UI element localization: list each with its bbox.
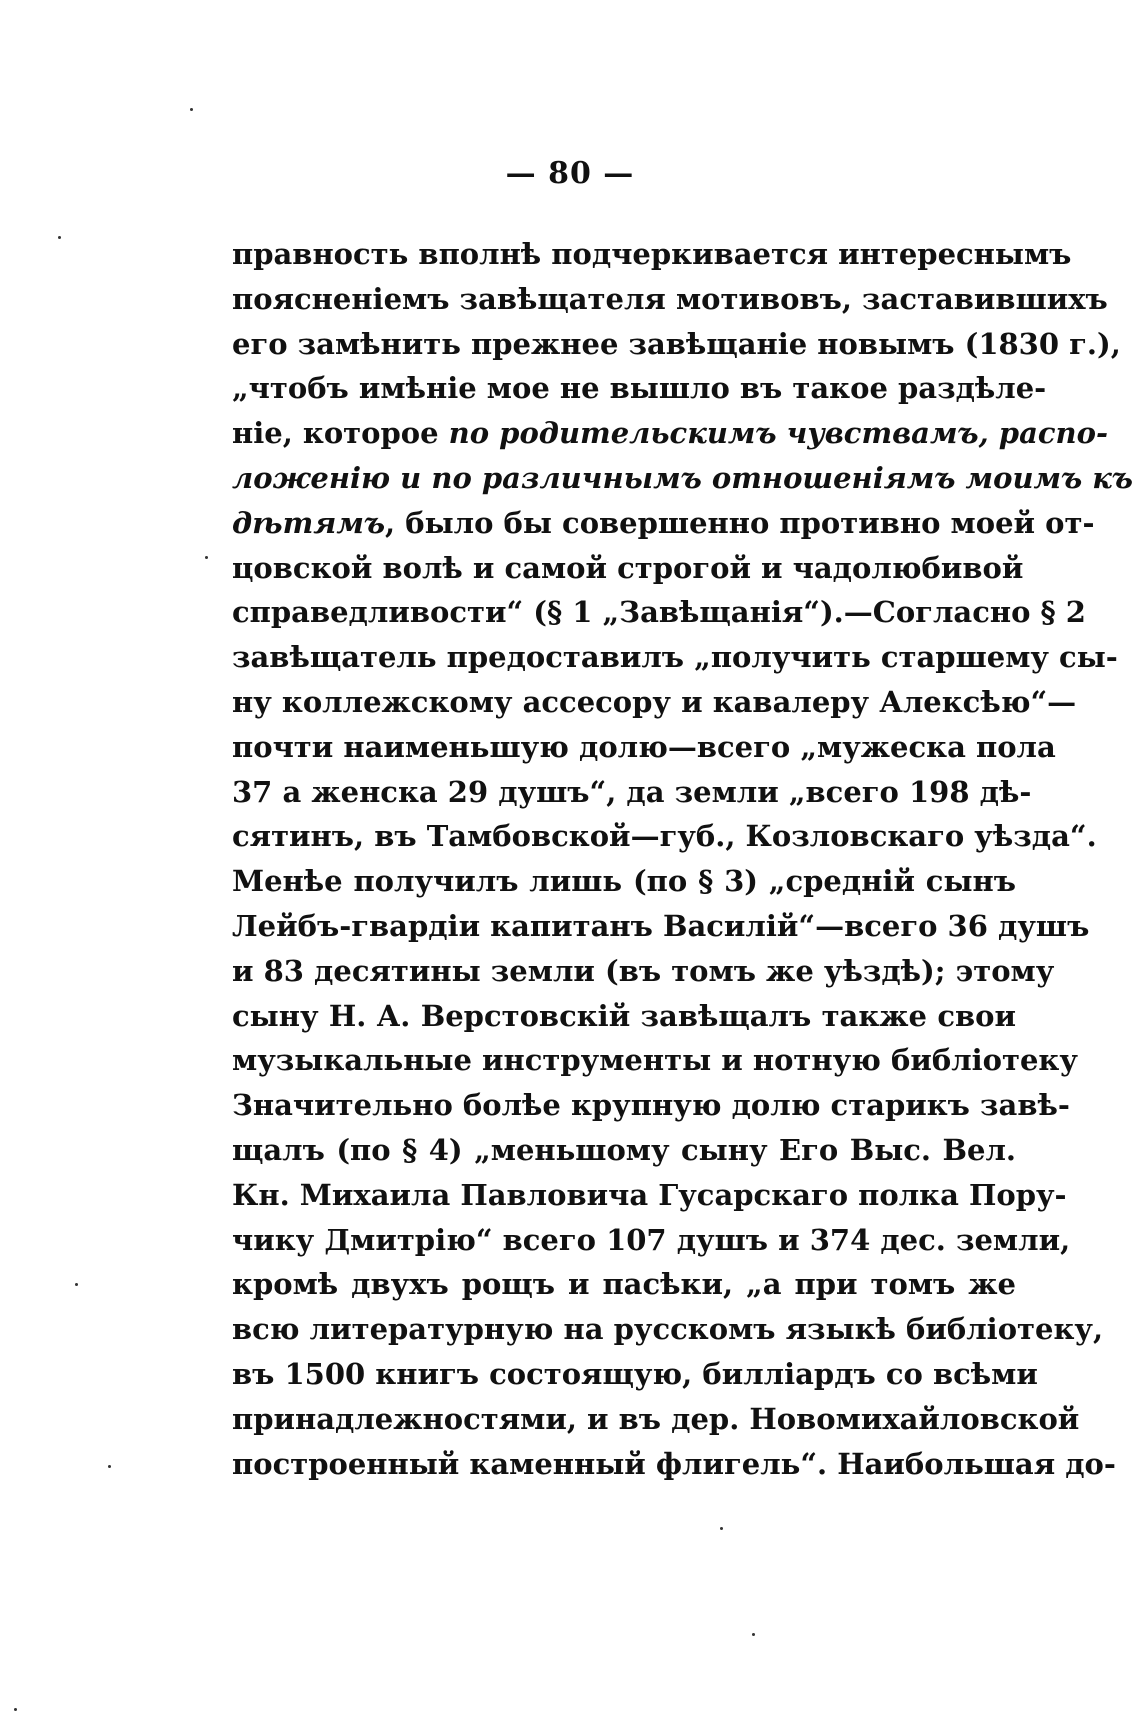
italic-text: дѣтямъ — [232, 505, 386, 540]
text-segment: кромѣ двухъ рощъ и пасѣки, „а при томъ же — [232, 1267, 1016, 1302]
text-segment: Значительно болѣе крупную долю старикъ завѣ- — [232, 1088, 1070, 1123]
text-line — [232, 411, 1108, 456]
text-segment: , было бы совершенно противно моей от- — [385, 505, 1095, 540]
text-line — [232, 1218, 1071, 1263]
scan-speck — [108, 1465, 111, 1468]
text-segment: сятинъ, въ Тамбовской—губ., Козловскаго уѣзда“. — [232, 819, 1097, 854]
text-line — [232, 1307, 1104, 1352]
text-line — [232, 232, 1072, 277]
text-segment: почти наименьшую долю—всего „мужеска пола — [232, 729, 1056, 764]
text-line — [232, 994, 1016, 1039]
text-segment: всю литературную на русскомъ языкѣ библіотеку, — [232, 1312, 1104, 1347]
text-line — [232, 1038, 1078, 1083]
text-line — [232, 277, 1108, 322]
text-line — [232, 322, 1121, 367]
scan-speck — [190, 108, 193, 111]
text-line — [232, 456, 1133, 501]
text-segment: щалъ (по § 4) „меньшому сыну Его Выс. Вел. — [232, 1132, 1016, 1167]
text-line — [232, 1352, 1038, 1397]
scan-speck — [75, 1283, 78, 1286]
scan-speck — [14, 1708, 17, 1711]
text-segment: ну коллежскому ассесору и кавалеру Алексѣю“— — [232, 684, 1077, 719]
body-text — [232, 232, 1133, 1486]
text-segment: Менѣе получилъ лишь (по § 3) „средній сынъ — [232, 864, 1016, 899]
text-segment: завѣщатель предоставилъ „получить старшему сы- — [232, 640, 1118, 675]
text-line — [232, 1397, 1080, 1442]
text-segment: цовской волѣ и самой строгой и чадолюбивой — [232, 550, 1024, 585]
scan-speck — [205, 556, 208, 559]
text-segment: 37 а женска 29 душъ“, да земли „всего 198 дѣ- — [232, 774, 1032, 809]
italic-text: по родительскимъ чувствамъ, распо- — [448, 416, 1108, 451]
italic-text: ложенію и по различнымъ отношеніямъ моимъ къ — [232, 460, 1133, 495]
text-line — [232, 546, 1024, 591]
text-line — [232, 366, 1047, 411]
text-line — [232, 635, 1118, 680]
text-line — [232, 1262, 1016, 1307]
text-line — [232, 814, 1097, 859]
text-segment: принадлежностями, и въ дер. Новомихайловской — [232, 1401, 1080, 1436]
text-segment: музыкальные инструменты и нотную библіотеку — [232, 1043, 1078, 1078]
text-segment: ніе, которое — [232, 416, 449, 451]
text-segment: чику Дмитрію“ всего 107 душъ и 374 дес. земли, — [232, 1222, 1071, 1257]
text-segment: въ 1500 книгъ состоящую, билліардъ со всѣми — [232, 1356, 1038, 1391]
text-line — [232, 904, 1090, 949]
text-line — [232, 501, 1095, 546]
text-segment: его замѣнить прежнее завѣщаніе новымъ (1830 г.), — [232, 326, 1121, 361]
text-line — [232, 725, 1056, 770]
text-segment: сыну Н. А. Верстовскій завѣщалъ также свои — [232, 998, 1016, 1033]
text-segment: и 83 десятины земли (въ томъ же уѣздѣ); этому — [232, 953, 1055, 988]
text-segment: справедливости“ (§ 1 „Завѣщанія“).—Согласно § 2 — [232, 595, 1086, 630]
text-segment: „чтобъ имѣніе мое не вышло въ такое раздѣле- — [232, 371, 1047, 406]
text-segment: правность вполнѣ подчеркивается интереснымъ — [232, 237, 1072, 271]
page-number: — 80 — — [505, 156, 635, 191]
scan-speck — [720, 1527, 723, 1530]
text-segment: построенный каменный флигель“. Наибольшая до- — [232, 1446, 1116, 1481]
text-segment: поясненіемъ завѣщателя мотивовъ, заставившихъ — [232, 281, 1108, 316]
scan-speck — [58, 236, 61, 239]
text-line — [232, 949, 1055, 994]
text-line — [232, 1442, 1116, 1487]
text-line — [232, 1128, 1016, 1173]
text-segment: Кн. Михаила Павловича Гусарскаго полка Пору- — [232, 1177, 1067, 1212]
text-line — [232, 1173, 1067, 1218]
text-line — [232, 590, 1086, 635]
text-segment: Лейбъ-гвардіи капитанъ Василій“—всего 36 душъ — [232, 908, 1090, 943]
text-line — [232, 770, 1032, 815]
text-line — [232, 1083, 1070, 1128]
text-line — [232, 859, 1016, 904]
scan-speck — [752, 1633, 755, 1636]
text-line — [232, 680, 1077, 725]
